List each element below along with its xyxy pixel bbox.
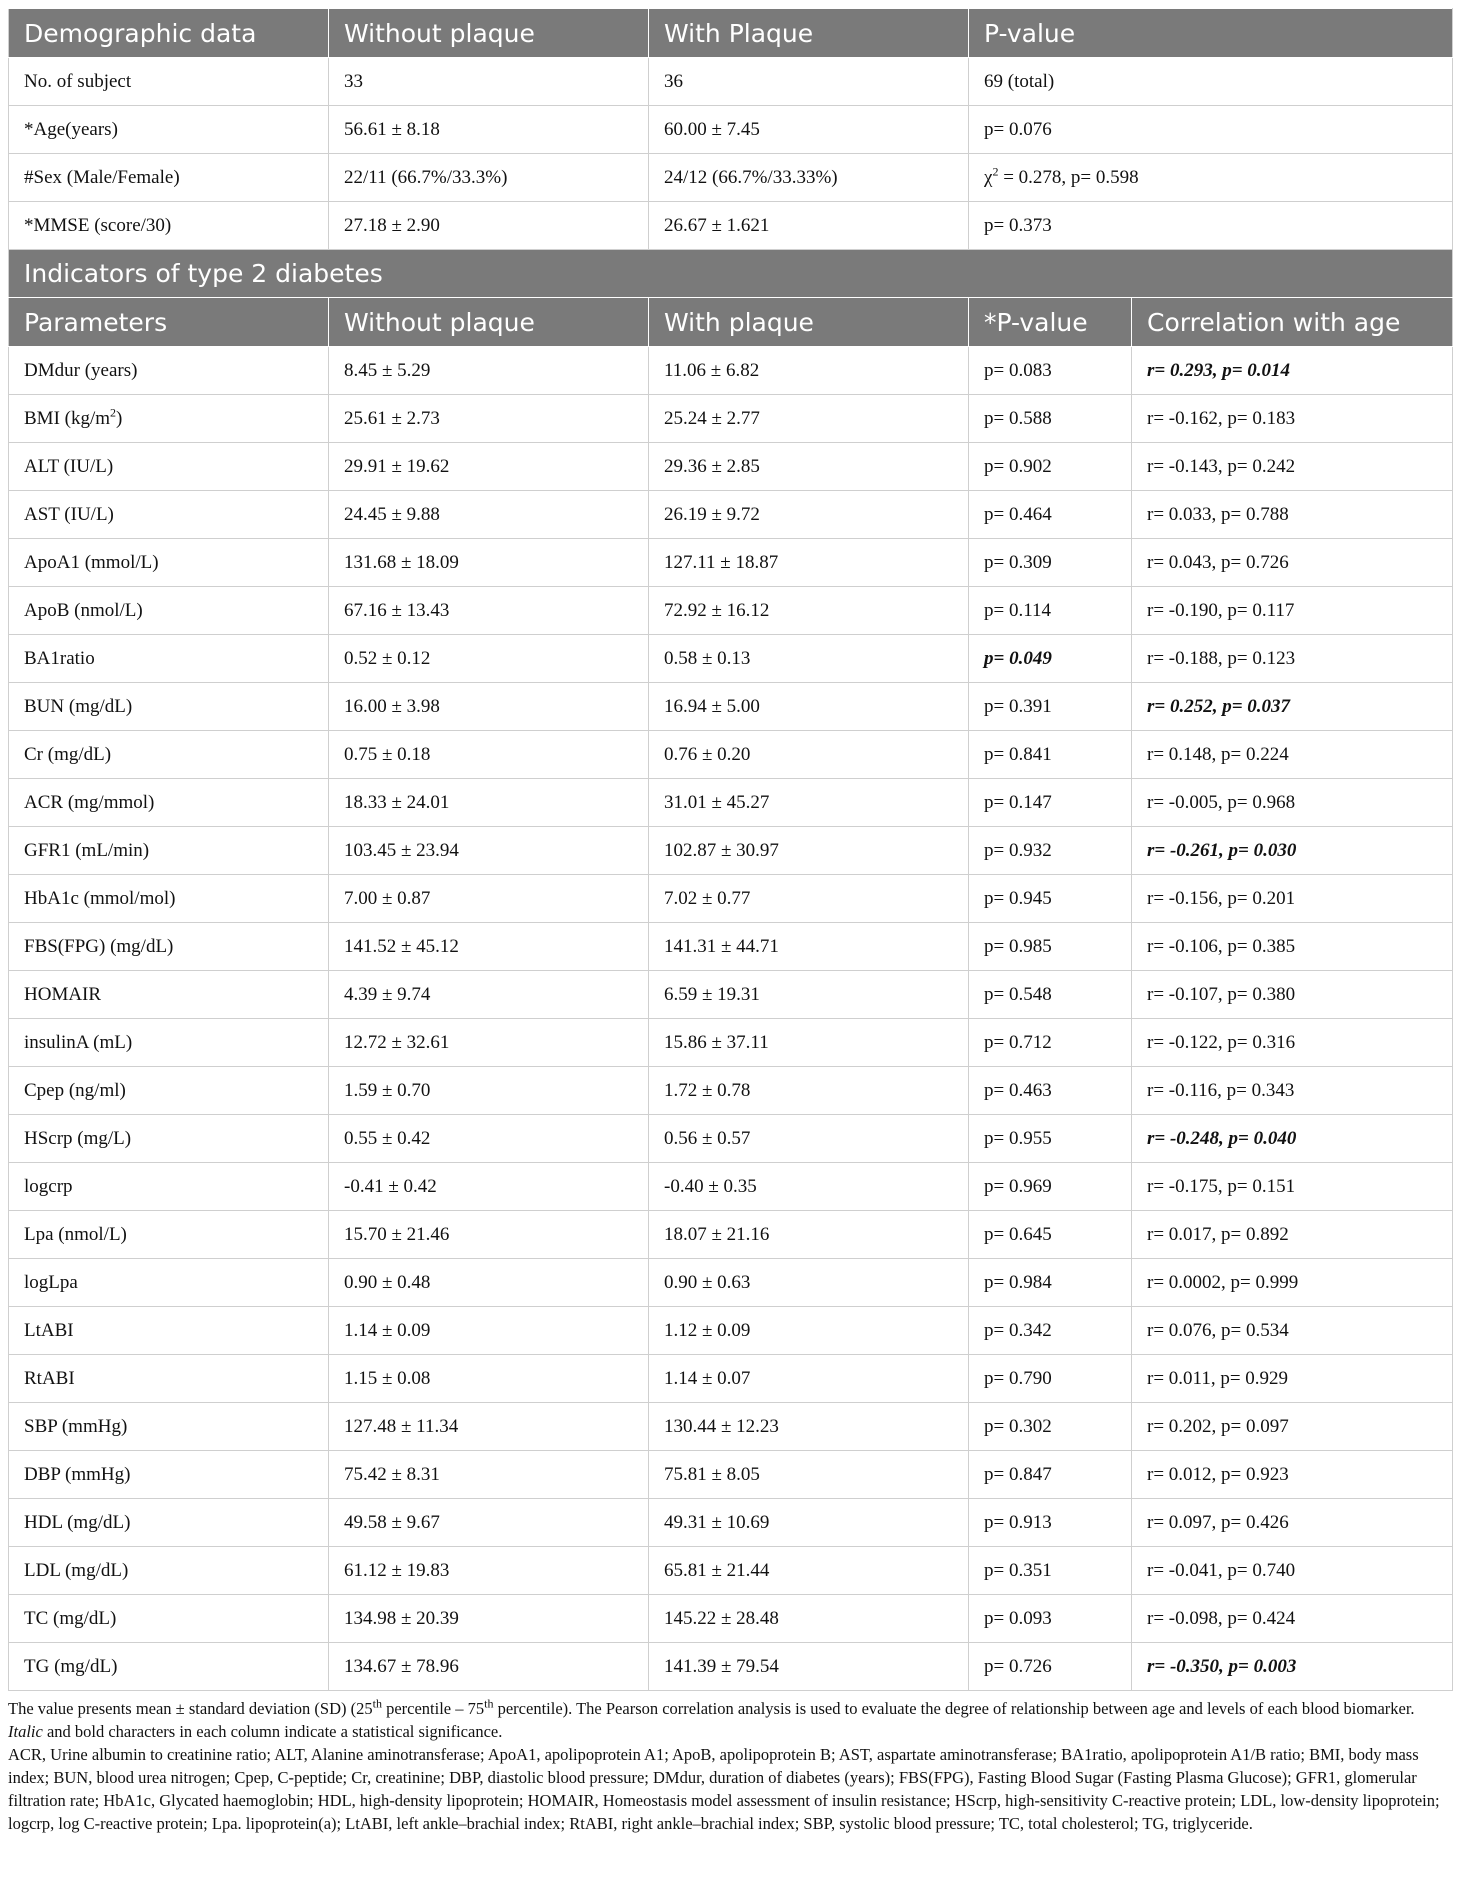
parameter-row (9, 1115, 1453, 1163)
document (8, 8, 1452, 1835)
table-cell: p= 0.147 (969, 779, 1132, 827)
table-cell: p= 0.351 (969, 1547, 1132, 1595)
table-cell: #Sex (Male/Female) (9, 154, 329, 202)
table-cell: logcrp (9, 1163, 329, 1211)
table-cell: p= 0.712 (969, 1019, 1132, 1067)
table-cell: 131.68 ± 18.09 (329, 539, 649, 587)
table-cell: p= 0.726 (969, 1643, 1132, 1691)
table-cell: p= 0.847 (969, 1451, 1132, 1499)
table-cell: 25.61 ± 2.73 (329, 395, 649, 443)
table-cell: r= 0.097, p= 0.426 (1132, 1499, 1453, 1547)
parameter-row (9, 587, 1453, 635)
table-cell: DMdur (years) (9, 347, 329, 395)
table-cell: Cr (mg/dL) (9, 731, 329, 779)
table-cell: 6.59 ± 19.31 (649, 971, 969, 1019)
table-cell: p= 0.076 (969, 106, 1453, 154)
parameter-row (9, 923, 1453, 971)
table-cell: AST (IU/L) (9, 491, 329, 539)
table-cell: r= 0.043, p= 0.726 (1132, 539, 1453, 587)
table-cell: 56.61 ± 8.18 (329, 106, 649, 154)
table-cell: 18.33 ± 24.01 (329, 779, 649, 827)
table-cell: *Age(years) (9, 106, 329, 154)
table-cell: ApoA1 (mmol/L) (9, 539, 329, 587)
table-cell: BA1ratio (9, 635, 329, 683)
table-cell: p= 0.984 (969, 1259, 1132, 1307)
table-cell: TC (mg/dL) (9, 1595, 329, 1643)
column-header: P-value (969, 9, 1453, 58)
table-body (9, 9, 1453, 1691)
table-cell: r= 0.148, p= 0.224 (1132, 731, 1453, 779)
table-cell: 25.24 ± 2.77 (649, 395, 969, 443)
table-cell: HOMAIR (9, 971, 329, 1019)
table-cell: 27.18 ± 2.90 (329, 202, 649, 250)
table-cell: p= 0.548 (969, 971, 1132, 1019)
table-cell: 0.76 ± 0.20 (649, 731, 969, 779)
parameter-row (9, 1643, 1453, 1691)
table-cell: 0.75 ± 0.18 (329, 731, 649, 779)
column-header: With plaque (649, 298, 969, 347)
parameter-row (9, 683, 1453, 731)
table-cell: 15.86 ± 37.11 (649, 1019, 969, 1067)
column-header: Demographic data (9, 9, 329, 58)
table-cell: 0.90 ± 0.63 (649, 1259, 969, 1307)
parameter-row (9, 443, 1453, 491)
footnote-method: The value presents mean ± standard deviation (SD) (25th percentile – 75th percentile). The Pearson correlation analysis is used to evaluate the degree of relationship between age and levels of each blood biomarker. Italic and bold characters in each column indicate a statistical significance. (8, 1696, 1415, 1741)
table-cell: Cpep (ng/ml) (9, 1067, 329, 1115)
table-cell: p= 0.913 (969, 1499, 1132, 1547)
table-cell: 24.45 ± 9.88 (329, 491, 649, 539)
table-cell: LtABI (9, 1307, 329, 1355)
parameter-row (9, 1019, 1453, 1067)
table-cell: r= 0.017, p= 0.892 (1132, 1211, 1453, 1259)
table-cell: 11.06 ± 6.82 (649, 347, 969, 395)
table-cell: 1.72 ± 0.78 (649, 1067, 969, 1115)
table-cell: 26.67 ± 1.621 (649, 202, 969, 250)
table-cell: p= 0.985 (969, 923, 1132, 971)
table-cell: p= 0.588 (969, 395, 1132, 443)
table-cell: 75.42 ± 8.31 (329, 1451, 649, 1499)
parameters-header-row (9, 298, 1453, 347)
table-cell: p= 0.373 (969, 202, 1453, 250)
table-cell: r= -0.156, p= 0.201 (1132, 875, 1453, 923)
table-cell: 4.39 ± 9.74 (329, 971, 649, 1019)
table-cell: p= 0.342 (969, 1307, 1132, 1355)
table-cell: p= 0.093 (969, 1595, 1132, 1643)
table-cell: r= -0.143, p= 0.242 (1132, 443, 1453, 491)
table-cell: HbA1c (mmol/mol) (9, 875, 329, 923)
table-cell: 134.67 ± 78.96 (329, 1643, 649, 1691)
table-cell: 26.19 ± 9.72 (649, 491, 969, 539)
table-cell: 102.87 ± 30.97 (649, 827, 969, 875)
table-cell: 1.15 ± 0.08 (329, 1355, 649, 1403)
table-cell: BMI $(kg/m^2)$ (9, 395, 329, 443)
table-cell: insulinA (mL) (9, 1019, 329, 1067)
table-cell: r= 0.252, p= 0.037 (1132, 683, 1453, 731)
parameter-row (9, 395, 1453, 443)
table-cell: p= 0.114 (969, 587, 1132, 635)
table-cell: TG (mg/dL) (9, 1643, 329, 1691)
column-header: With Plaque (649, 9, 969, 58)
parameter-row (9, 539, 1453, 587)
parameter-row (9, 1211, 1453, 1259)
parameter-row (9, 1595, 1453, 1643)
table-cell: 31.01 ± 45.27 (649, 779, 969, 827)
table-cell: r= 0.0002, p= 0.999 (1132, 1259, 1453, 1307)
demographic-row (9, 106, 1453, 154)
table-cell: 1.14 ± 0.07 (649, 1355, 969, 1403)
parameter-row (9, 827, 1453, 875)
table-cell: 1.14 ± 0.09 (329, 1307, 649, 1355)
table-cell: 0.52 ± 0.12 (329, 635, 649, 683)
parameter-row (9, 1067, 1453, 1115)
section-title-row (9, 250, 1453, 298)
table-cell: $\chi^2 = 0.278$, p= 0.598 (969, 154, 1453, 202)
table-cell: 1.59 ± 0.70 (329, 1067, 649, 1115)
table-cell: 7.00 ± 0.87 (329, 875, 649, 923)
parameter-row (9, 1259, 1453, 1307)
table-cell: 49.58 ± 9.67 (329, 1499, 649, 1547)
table-cell: r= -0.106, p= 0.385 (1132, 923, 1453, 971)
results-table (8, 8, 1453, 1691)
section-title: Indicators of type 2 diabetes (9, 250, 1453, 298)
column-header: Without plaque (329, 298, 649, 347)
table-cell: p= 0.391 (969, 683, 1132, 731)
table-cell: r= 0.033, p= 0.788 (1132, 491, 1453, 539)
table-cell: p= 0.969 (969, 1163, 1132, 1211)
table-cell: 16.94 ± 5.00 (649, 683, 969, 731)
table-cell: 103.45 ± 23.94 (329, 827, 649, 875)
table-cell: 24/12 (66.7%/33.33%) (649, 154, 969, 202)
table-cell: No. of subject (9, 58, 329, 106)
table-cell: 7.02 ± 0.77 (649, 875, 969, 923)
table-cell: 145.22 ± 28.48 (649, 1595, 969, 1643)
table-cell: r= -0.041, p= 0.740 (1132, 1547, 1453, 1595)
table-cell: 141.31 ± 44.71 (649, 923, 969, 971)
table-cell: r= -0.261, p= 0.030 (1132, 827, 1453, 875)
table-cell: p= 0.464 (969, 491, 1132, 539)
table-cell: p= 0.841 (969, 731, 1132, 779)
table-cell: r= -0.098, p= 0.424 (1132, 1595, 1453, 1643)
table-cell: HScrp (mg/L) (9, 1115, 329, 1163)
parameter-row (9, 1451, 1453, 1499)
table-cell: 22/11 (66.7%/33.3%) (329, 154, 649, 202)
table-cell: r= -0.005, p= 0.968 (1132, 779, 1453, 827)
table-cell: 18.07 ± 21.16 (649, 1211, 969, 1259)
parameter-row (9, 1355, 1453, 1403)
table-cell: 134.98 ± 20.39 (329, 1595, 649, 1643)
table-cell: logLpa (9, 1259, 329, 1307)
demographic-row (9, 58, 1453, 106)
table-cell: LDL (mg/dL) (9, 1547, 329, 1595)
table-cell: p= 0.463 (969, 1067, 1132, 1115)
table-cell: 69 (total) (969, 58, 1453, 106)
table-cell: r= -0.162, p= 0.183 (1132, 395, 1453, 443)
table-cell: -0.40 ± 0.35 (649, 1163, 969, 1211)
table-cell: 75.81 ± 8.05 (649, 1451, 969, 1499)
footnote-abbreviations: ACR, Urine albumin to creatinine ratio; ALT, Alanine aminotransferase; ApoA1, apolipoprotein A1; ApoB, apolipoprotein B; AST, aspartate aminotransferase; BA1ratio, apolipoprotein A1/B ratio; BMI, body mass index; BUN, blood urea nitrogen; Cpep, C-peptide; Cr, creatinine; DBP, diastolic blood pressure; DMdur, duration of diabetes (years); FBS(FPG), Fasting Blood Sugar (Fasting Plasma Glucose); GFR1, glomerular filtration rate; HbA1c, Glycated haemoglobin; HDL, high-density lipoprotein; HOMAIR, Homeostasis model assessment of insulin resistance; HScrp, high-sensitivity C-reactive protein; LDL, low-density lipoprotein; logcrp, log C-reactive protein; Lpa. lipoprotein(a); LtABI, left ankle–brachial index; RtABI, right ankle–brachial index; SBP, systolic blood pressure; TC, total cholesterol; TG, triglyceride. (8, 1745, 1440, 1833)
table-cell: 49.31 ± 10.69 (649, 1499, 969, 1547)
table-cell: 0.58 ± 0.13 (649, 635, 969, 683)
column-header: Parameters (9, 298, 329, 347)
parameter-row (9, 635, 1453, 683)
table-cell: 127.48 ± 11.34 (329, 1403, 649, 1451)
table-cell: r= -0.190, p= 0.117 (1132, 587, 1453, 635)
table-cell: *MMSE (score/30) (9, 202, 329, 250)
column-header: Correlation with age (1132, 298, 1453, 347)
parameter-row (9, 347, 1453, 395)
table-cell: p= 0.945 (969, 875, 1132, 923)
demographic-row (9, 154, 1453, 202)
table-cell: 0.56 ± 0.57 (649, 1115, 969, 1163)
table-cell: DBP (mmHg) (9, 1451, 329, 1499)
table-cell: 33 (329, 58, 649, 106)
table-cell: p= 0.932 (969, 827, 1132, 875)
table-cell: r= -0.248, p= 0.040 (1132, 1115, 1453, 1163)
table-cell: 61.12 ± 19.83 (329, 1547, 649, 1595)
table-cell: p= 0.309 (969, 539, 1132, 587)
table-cell: Lpa (nmol/L) (9, 1211, 329, 1259)
table-cell: GFR1 (mL/min) (9, 827, 329, 875)
table-cell: p= 0.083 (969, 347, 1132, 395)
table-cell: 65.81 ± 21.44 (649, 1547, 969, 1595)
table-cell: 15.70 ± 21.46 (329, 1211, 649, 1259)
table-cell: r= 0.012, p= 0.923 (1132, 1451, 1453, 1499)
table-cell: r= -0.122, p= 0.316 (1132, 1019, 1453, 1067)
table-cell: ApoB (nmol/L) (9, 587, 329, 635)
table-cell: 141.52 ± 45.12 (329, 923, 649, 971)
table-cell: p= 0.790 (969, 1355, 1132, 1403)
table-cell: 0.90 ± 0.48 (329, 1259, 649, 1307)
table-cell: p= 0.645 (969, 1211, 1132, 1259)
parameter-row (9, 1403, 1453, 1451)
table-cell: 67.16 ± 13.43 (329, 587, 649, 635)
table-cell: p= 0.902 (969, 443, 1132, 491)
table-cell: ACR (mg/mmol) (9, 779, 329, 827)
table-cell: r= 0.011, p= 0.929 (1132, 1355, 1453, 1403)
table-cell: p= 0.302 (969, 1403, 1132, 1451)
parameter-row (9, 971, 1453, 1019)
table-cell: r= 0.202, p= 0.097 (1132, 1403, 1453, 1451)
table-cell: r= -0.188, p= 0.123 (1132, 635, 1453, 683)
table-cell: FBS(FPG) (mg/dL) (9, 923, 329, 971)
table-cell: 0.55 ± 0.42 (329, 1115, 649, 1163)
parameter-row (9, 731, 1453, 779)
table-cell: p= 0.955 (969, 1115, 1132, 1163)
table-cell: 1.12 ± 0.09 (649, 1307, 969, 1355)
table-cell: 29.91 ± 19.62 (329, 443, 649, 491)
table-cell: 130.44 ± 12.23 (649, 1403, 969, 1451)
parameter-row (9, 491, 1453, 539)
parameter-row (9, 1307, 1453, 1355)
parameter-row (9, 1163, 1453, 1211)
parameter-row (9, 875, 1453, 923)
table-cell: r= -0.116, p= 0.343 (1132, 1067, 1453, 1115)
demographic-row (9, 202, 1453, 250)
column-header: *P-value (969, 298, 1132, 347)
table-cell: RtABI (9, 1355, 329, 1403)
table-cell: -0.41 ± 0.42 (329, 1163, 649, 1211)
table-cell: r= -0.107, p= 0.380 (1132, 971, 1453, 1019)
table-cell: 36 (649, 58, 969, 106)
parameter-row (9, 1499, 1453, 1547)
parameter-row (9, 1547, 1453, 1595)
table-cell: 60.00 ± 7.45 (649, 106, 969, 154)
parameter-row (9, 779, 1453, 827)
demographic-header-row (9, 9, 1453, 58)
table-cell: r= -0.175, p= 0.151 (1132, 1163, 1453, 1211)
table-footnotes (8, 1697, 1452, 1835)
table-cell: HDL (mg/dL) (9, 1499, 329, 1547)
column-header: Without plaque (329, 9, 649, 58)
table-cell: SBP (mmHg) (9, 1403, 329, 1451)
table-cell: r= 0.076, p= 0.534 (1132, 1307, 1453, 1355)
table-cell: r= 0.293, p= 0.014 (1132, 347, 1453, 395)
table-cell: 16.00 ± 3.98 (329, 683, 649, 731)
table-cell: 8.45 ± 5.29 (329, 347, 649, 395)
table-cell: 72.92 ± 16.12 (649, 587, 969, 635)
table-cell: 141.39 ± 79.54 (649, 1643, 969, 1691)
table-cell: 29.36 ± 2.85 (649, 443, 969, 491)
table-cell: p= 0.049 (969, 635, 1132, 683)
table-cell: BUN (mg/dL) (9, 683, 329, 731)
table-cell: 127.11 ± 18.87 (649, 539, 969, 587)
table-cell: 12.72 ± 32.61 (329, 1019, 649, 1067)
table-cell: ALT (IU/L) (9, 443, 329, 491)
table-cell: r= -0.350, p= 0.003 (1132, 1643, 1453, 1691)
